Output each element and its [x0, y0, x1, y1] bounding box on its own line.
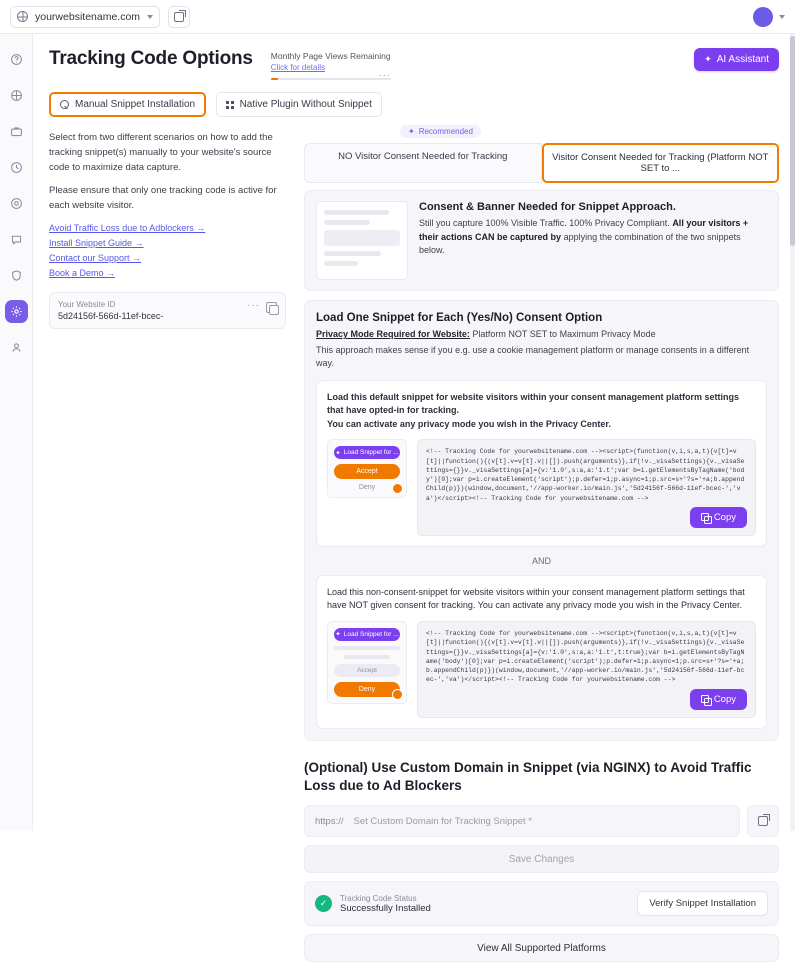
ai-assistant-button[interactable]	[694, 48, 779, 71]
sidebar-item-dashboard[interactable]	[5, 84, 28, 107]
open-custom-domain-button[interactable]	[747, 805, 779, 837]
snippet-card-consent-not-given	[316, 575, 767, 729]
vertical-scrollbar[interactable]	[790, 34, 795, 831]
sidebar-item-help[interactable]	[5, 48, 28, 71]
website-id-box	[49, 292, 286, 329]
copy-icon[interactable]	[266, 302, 277, 313]
sidebar-item-user[interactable]	[5, 336, 28, 359]
cursor-badge-icon	[392, 689, 403, 700]
content-columns	[33, 117, 795, 954]
copy-icon	[701, 695, 709, 703]
and-separator: AND	[531, 555, 551, 566]
quota-progress	[271, 70, 391, 81]
verify-snippet-button[interactable]: Verify Snippet Installation	[637, 891, 768, 916]
tab-no-consent-needed[interactable]: NO Visitor Consent Needed for Tracking	[304, 143, 542, 183]
section-title: Load One Snippet for Each (Yes/No) Consent Option	[316, 312, 603, 325]
link-avoid-traffic-loss[interactable]: Avoid Traffic Loss due to Adblockers →	[49, 222, 206, 233]
deny-pill: Deny	[334, 682, 400, 697]
open-site-button[interactable]	[168, 6, 190, 28]
site-name-label: yourwebsitename.com	[35, 10, 141, 23]
ai-assistant-label: AI Assistant	[716, 54, 769, 65]
left-column	[33, 117, 298, 831]
snippet-no-description: Load this non-consent-snippet for website visitors within your consent management platform settings that have NOT given consent for tracking. You can activate any privacy mode you wish in the Privacy Center.	[327, 586, 745, 611]
tab-consent-needed[interactable]: Visitor Consent Needed for Tracking (Platform NOT SET to ...	[542, 143, 780, 183]
snippet-no-preview	[327, 621, 407, 704]
snippet-no-code[interactable]	[417, 621, 756, 718]
banner-text: Still you capture 100% Visible Traffic. 100% Privacy Compliant. All your visitors + their actions CAN be captured by applying the combination of the two snippets below.	[419, 218, 749, 256]
deny-label: Deny	[358, 484, 376, 492]
intro-paragraph-1: Select from two different scenarios on how to add the tracking snippet(s) manually to your website's source code to maximize data capture.	[49, 132, 273, 173]
body-row	[0, 34, 795, 954]
custom-domain-field[interactable]	[304, 805, 740, 837]
custom-domain-row	[304, 805, 779, 837]
top-bar-right	[753, 7, 785, 27]
external-link-icon	[758, 816, 768, 826]
copy-snippet-no-button[interactable]: Copy	[690, 689, 747, 710]
tab-manual-label: Manual Snippet Installation	[75, 99, 196, 111]
sidebar-item-settings[interactable]	[5, 300, 28, 323]
website-id-ellipsis: ···	[247, 299, 260, 311]
chevron-down-icon	[147, 15, 153, 19]
installation-mode-tabs	[49, 92, 795, 117]
quota-details-link[interactable]: Click for details	[270, 63, 326, 73]
top-bar	[0, 0, 795, 34]
snippet-yes-code[interactable]	[417, 439, 756, 536]
grid-icon	[226, 101, 234, 109]
snippet-yes-description: Load this default snippet for website visitors within your consent management platform settings that have opted-in for tracking. You can activate any privacy mode you wish in the Privacy Center.	[327, 391, 740, 429]
quota-title: Monthly Page Views Remaining	[270, 51, 391, 61]
avatar[interactable]	[753, 7, 773, 27]
sparkle-icon: ✦	[704, 54, 712, 64]
page-title: Tracking Code Options	[49, 48, 253, 69]
tab-manual-snippet-installation[interactable]	[49, 92, 206, 117]
section-subtitle: This approach makes sense if you e.g. use a cookie management platform or manage consents in a different way.	[316, 344, 750, 369]
tracking-status-label: Tracking Code Status	[340, 893, 417, 903]
tracking-status-row	[304, 881, 779, 926]
external-link-icon	[174, 12, 184, 22]
snippet-no-code-text: <!-- Tracking Code for yourwebsitename.com --><script>(function(v,i,s,a,t){v[t]=v[t]||function(){(v[t].v=v[t].v||[]).push(arguments)},if(!v._visaSettings){v._visaSettings={}}v._visaSettings[a]={v:'1.0',s:a,a:'1.t',t:true};var b=i.getElementsByTagName('body')[0];var p=i.createElement('script');p.defer=1;p.async=1;p.src=s+'?s='+a;b.appendChild(p)})(window,document,'//app-worker.io/main.js','5d24156f-566d-11ef-bcec-','va')</script><!-- Tracking Code for yourwebsitename.com -->	[426, 629, 745, 684]
custom-domain-input[interactable]	[352, 815, 729, 828]
banner-title: Consent & Banner Needed for Snippet Approach.	[419, 201, 676, 214]
recommended-badge	[400, 125, 481, 138]
tracking-status-value: Successfully Installed	[340, 902, 431, 914]
tab-native-plugin[interactable]	[216, 92, 382, 117]
copy-icon	[701, 513, 709, 521]
sparkle-icon: ✦	[335, 449, 341, 457]
banner-preview	[316, 201, 408, 280]
accept-pill: Accept	[334, 464, 400, 479]
custom-domain-heading: (Optional) Use Custom Domain in Snippet (via NGINX) to Avoid Traffic Loss due to Ad Blockers	[304, 759, 752, 793]
consent-banner-panel	[304, 190, 779, 291]
chevron-down-icon[interactable]	[779, 15, 785, 19]
sidebar-item-target[interactable]	[5, 192, 28, 215]
help-links	[49, 223, 286, 278]
right-column	[298, 117, 795, 954]
view-all-platforms-button[interactable]: View All Supported Platforms	[304, 934, 779, 962]
main-content	[33, 34, 795, 954]
privacy-mode-note: Privacy Mode Required for Website: Platform NOT SET to Maximum Privacy Mode	[316, 329, 656, 340]
save-changes-button[interactable]: Save Changes	[304, 845, 779, 873]
check-icon: ✓	[315, 895, 332, 912]
site-selector[interactable]	[10, 6, 160, 28]
sidebar-item-shield[interactable]	[5, 264, 28, 287]
sidebar-item-clock[interactable]	[5, 156, 28, 179]
website-id-value: 5d24156f-566d-11ef-bcec-	[58, 310, 164, 321]
page-header	[33, 34, 795, 80]
website-id-label: Your Website ID	[58, 299, 116, 309]
load-snippet-pill: ✦ Load Snippet for ...	[334, 628, 400, 641]
sparkle-icon: ✦	[408, 127, 415, 137]
sidebar-item-chat[interactable]	[5, 228, 28, 251]
sparkle-icon: ✦	[335, 631, 341, 639]
sidebar-rail	[0, 34, 33, 831]
accept-pill: Accept	[334, 664, 400, 677]
globe-icon	[17, 11, 28, 22]
link-contact-support[interactable]: Contact our Support →	[49, 252, 142, 263]
quota-widget	[271, 51, 391, 80]
snippet-section	[304, 300, 779, 740]
load-snippet-pill: ✦ Load Snippet for ...	[334, 446, 400, 459]
recommended-label: Recommended	[418, 127, 473, 137]
snippet-yes-code-text: <!-- Tracking Code for yourwebsitename.com --><script>(function(v,i,s,a,t){v[t]=v[t]||function(){(v[t].v=v[t].v||[]).push(arguments)},if(!v._visaSettings){v._visaSettings={}}v._visaSettings[a]={v:'1.0',s:a,a:'1.t';var b=i.getElementsByTagName('body')[0];var p=i.createElement('script');p.defer=1;p.async=1;p.src=s+'?s='+a;b.appendChild(p)})(window,document,'//app-worker.io/main.js','5d24156f-566d-11ef-bcec-','va')</script><!-- Tracking Code for yourwebsitename.com -->	[426, 448, 745, 502]
intro-paragraph-2: Please ensure that only one tracking code is active for each website visitor.	[49, 185, 277, 212]
snippet-card-consent-given	[316, 380, 767, 547]
snippet-yes-preview	[327, 439, 407, 498]
https-prefix-label: https://	[315, 815, 344, 827]
sidebar-item-briefcase[interactable]	[5, 120, 28, 143]
quota-dots: ···	[378, 70, 391, 81]
link-install-snippet-guide[interactable]: Install Snippet Guide →	[49, 237, 144, 248]
wrench-icon	[60, 100, 69, 109]
consent-mode-tabs	[304, 143, 779, 183]
link-book-a-demo[interactable]: Book a Demo →	[49, 267, 116, 278]
tab-native-label: Native Plugin Without Snippet	[239, 99, 372, 111]
copy-snippet-yes-button[interactable]: Copy	[690, 507, 747, 528]
